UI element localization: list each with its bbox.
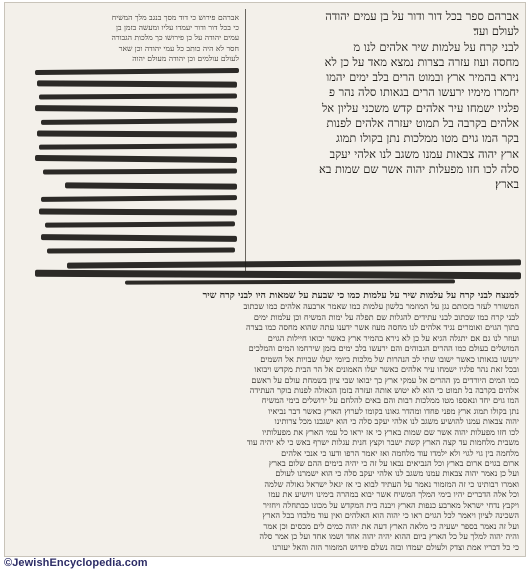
text-line: לבני קרח כמו שכתוב לבני עתידים להגלות שם תפלה על ימות המשיח וכן עלמות ימים <box>253 311 519 322</box>
text-line: ירעשו בגאותו כאשר ישובו שתי לב הנהרות של מלכות ביומי יעלו שבויות אל השמים <box>260 353 519 364</box>
text-line: וכל אלה הדברים יהיו בימי המלך המשיח אשר יבוא במהרה בימינו ויושיע את עמו <box>268 489 519 500</box>
censor-stroke <box>35 68 239 75</box>
text-line: לעולם ועד׃ <box>473 24 519 39</box>
censor-stroke <box>35 105 238 113</box>
text-line: ובכל זאת נהר פלגיו ישמחו עיר אלהים כאשר יעלו האמונים אל הר הבית מקדש ויבואו <box>254 364 519 375</box>
text-line: בתוך הגוים ואומרים נגיד אלהים לנו מחסה מעוז אשר ידענו עתה שהוא מחסה כמו בצרה <box>245 322 519 333</box>
text-line: סלה לכו חזו מפעלות יהוה אשר שם שמות בא <box>319 161 519 176</box>
censor-stroke <box>67 259 521 268</box>
text-line: ויקבץ נדחי ישראל מארבע כנפות הארץ ויבנה בית המקדש על מכונו כבתחלה ויחזיר <box>262 499 519 510</box>
commentary-line: חסר לא היה כותב כל עמי יהודה וכן שאר <box>118 43 239 53</box>
censor-stroke <box>41 118 237 125</box>
censor-stroke <box>39 143 237 149</box>
text-line: ועוזר לנו גם אם יתגלה הגיא על כן לא נירא בהמיר ארץ כאשר יבואו חיילות הגוים <box>267 332 519 343</box>
text-line: פלגיו ישמחו עיר אלהים קדש משכני עליון אל <box>321 100 519 115</box>
text-line: והיה יהוה למלך על כל הארץ ביום ההוא יהיה יהוה אחד ושמו אחד ועל כן אמר סלה <box>259 531 519 542</box>
text-line: המו גוים יחד ונאספו מטו ממלכות רבות והם באים להלחם על ירושלים בימי המשיח <box>261 395 519 406</box>
text-line: ארום בגוים ארום בארץ וכל הנביאים נבאו על זה כי יהיה בימים ההם שלום בארץ <box>268 458 519 468</box>
text-line: נתן בקולו תמוג ארץ מפני פחדו ומהדר גאונו בקומו לערוץ הארץ כאשר דבר נביאיו <box>268 405 519 416</box>
commentary-line: עמים יהודה על כן פירושו כך מלכות הגבורה <box>111 33 239 43</box>
text-line: ועל זה נאמר בספר ישעיה כי מלאה הארץ דעה את יהוה כמים לים מכסים וכן אמר <box>263 520 519 531</box>
text-line: השכינה לציון ויאמר לכל הגוים ראו כי יהוה הוא האלהים ואין עוד מלבדו בכל הארץ <box>262 510 519 521</box>
censor-stroke <box>37 130 237 137</box>
censor-stroke <box>39 93 237 99</box>
text-line: אלהים בקרבה בל תמוט כי הוא לא יטוש אותה ועזרה בזמן הגאולה לפנות בוקר העתידה <box>249 384 519 395</box>
text-line: המשורר לעזר בזכותם נגן על המוזמר בלשון עלמות כמו שאמר ארבעה אלהים כמו שכתוב <box>243 301 519 312</box>
text-line: יהוה צבאות עמנו להושיע משגב לנו אלהי יעקב סלה כי הוא ישגבנו מכל צרותינו <box>274 416 519 427</box>
text-line: ואמרו רבותינו כי זה המזמור נאמר על העתיד לבוא כי אז יגאל ישראל גאולה שלמה <box>264 478 519 489</box>
text-line: מלחמה בין גוי לגוי ולא ילמדו עוד מלחמה ואז יאמר הרפו ודעו כי אנכי אלהים <box>281 447 519 458</box>
censor-stroke <box>47 248 235 254</box>
text-line: כמו המים היורדים מן ההרים אל עמקי ארץ כך יבואו שבי ציון בשמחת עולם על ראשם <box>251 374 519 385</box>
text-line: למנצח לבני קרח על עלמות שיר על עלמות כמו כי שבעת על שמאות היו לבני קרח שיר <box>202 291 519 301</box>
text-line: מחסה ועוז עזרה בצרות נמצא מאד על כן לא <box>324 54 519 69</box>
commentary-line: לעולם עולמים וכן יהודה מעולם יהוה <box>132 53 239 63</box>
text-line: ועל כן נאמר יהוה צבאות עמנו משגב לנו אלהי יעקב סלה כי הוא ישמרנו לעולם <box>275 468 519 479</box>
commentary-line: כי בכל דור ודור יעמדו עליו ומעשה בזמן בן <box>116 23 239 33</box>
text-line: המושלים בעולם כמו ההרים הגבוהים והם ירעשו בלב ימים בזמן שירחמו המים והמלכים <box>248 343 519 354</box>
text-line: לבני קרח על עלמות שיר אלהים לנו מ <box>353 39 519 54</box>
text-line: ארץ יהוה צבאות עמנו משגב לנו אלהי יעקב <box>329 146 519 161</box>
commentary-line: אברהם פירוש כי דוד מסך בנגב מלך המשיח <box>111 13 239 22</box>
censor-stroke <box>37 80 237 87</box>
copyright-credit: ©JewishEncyclopedia.com <box>4 557 148 569</box>
text-line: אלהים בקרבה בל תמוט יעזרה אלהים לפנות <box>326 116 519 131</box>
text-line: נירא בהמיר ארץ ובמוט הרים בלב ימים יהמו <box>326 70 519 85</box>
censor-stroke <box>35 155 237 163</box>
censor-stroke <box>35 270 521 280</box>
censor-stroke <box>41 234 237 242</box>
censor-stroke <box>39 208 237 215</box>
text-line: בארץ׃ <box>495 177 519 192</box>
text-line: בקר המו גוים מטו ממלכות נתן בקולו תמוג <box>336 131 519 146</box>
text-line: יחמרו מימיו ירעשו הרים בגאותו סלה נהר פ <box>328 85 519 100</box>
censor-stroke <box>43 168 237 174</box>
manuscript-page <box>4 2 526 557</box>
censor-stroke <box>41 195 237 202</box>
text-line: משבית מלחמות עד קצה הארץ קשת ישבר וקצץ חנית עגלות ישרף באש כי לא יהיה עוד <box>246 437 519 448</box>
full-width-text <box>13 291 519 552</box>
censor-stroke <box>45 221 235 227</box>
text-line: אברהם ספר בכל דור ודור על בן עמים יהודה <box>325 9 519 23</box>
text-line: כי כל דבריו אמת וצדק ולעולם יעמדו ובזה נשלם פירוש המזמור הזה והאל יעזרנו <box>272 541 519 552</box>
censor-stroke <box>125 279 455 284</box>
censor-stroke <box>65 182 237 189</box>
text-line: לכו חזו מפעלות יהוה אשר שם שמות בארץ כי אז יראו כל עמי הארץ את מפעלותיו <box>262 426 519 437</box>
